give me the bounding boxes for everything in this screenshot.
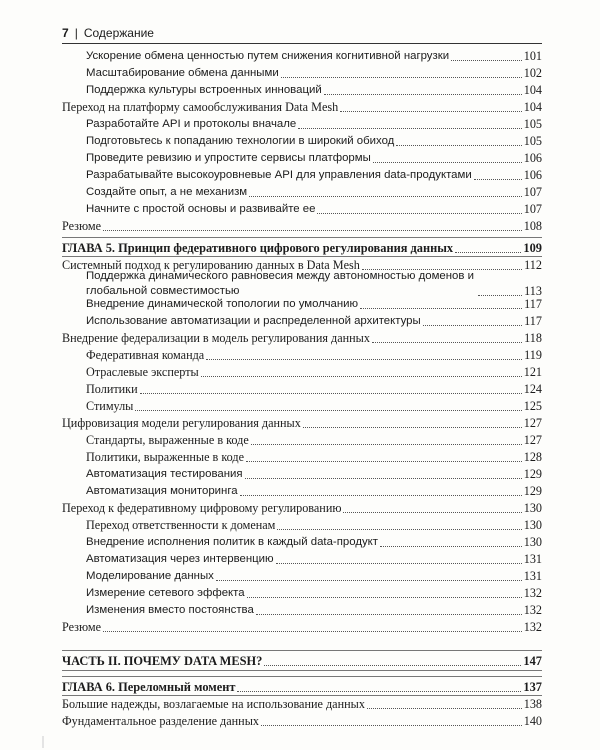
toc-page-number: 132 — [523, 603, 542, 617]
toc-page-number: 119 — [524, 348, 542, 362]
toc-page-number: 124 — [523, 382, 542, 396]
toc-page-number: 125 — [523, 399, 542, 413]
toc-entry[interactable]: Отраслевые эксперты 121 — [86, 365, 542, 379]
leader-dots — [380, 546, 522, 547]
toc-entry[interactable]: Моделирование данных 131 — [86, 569, 542, 583]
leader-dots — [367, 708, 522, 709]
toc-entry[interactable]: Внедрение исполнения политик в каждый data-продукт 130 — [86, 535, 542, 549]
leader-dots — [103, 631, 522, 632]
leader-dots — [298, 128, 521, 129]
toc-page-number: 107 — [523, 185, 542, 199]
toc-entry[interactable]: Автоматизация тестирования 129 — [86, 467, 542, 481]
toc-entry[interactable]: Внедрение динамической топологии по умолчанию 117 — [86, 297, 542, 311]
leader-dots — [201, 376, 522, 377]
toc-page-number: 127 — [523, 416, 542, 430]
toc-entry[interactable]: Стандарты, выраженные в коде 127 — [86, 433, 542, 447]
toc-page-number: 104 — [523, 83, 542, 97]
toc-page-number: 101 — [523, 49, 542, 63]
toc-entry[interactable]: Использование автоматизации и распределенной архитектуры 117 — [86, 314, 542, 328]
leader-dots — [237, 691, 521, 692]
toc-page-number: 106 — [523, 168, 542, 182]
leader-dots — [256, 614, 522, 615]
leader-dots — [264, 665, 521, 666]
toc-page-number: 127 — [523, 433, 542, 447]
toc-part-2[interactable]: ЧАСТЬ II. ПОЧЕМУ DATA MESH? 147 — [62, 654, 542, 668]
leader-dots — [246, 461, 522, 462]
leader-dots — [340, 111, 522, 112]
toc-page-number: 105 — [523, 134, 542, 148]
toc-entry[interactable]: Цифровизация модели регулирования данных 127 — [62, 416, 542, 430]
chapter-6-top-rule — [62, 676, 542, 677]
leader-dots — [276, 563, 522, 564]
toc-entry[interactable]: Резюме 132 — [62, 620, 542, 634]
leader-dots — [360, 308, 522, 309]
toc-entry[interactable]: Внедрение федерализации в модель регулирования данных 118 — [62, 331, 542, 345]
leader-dots — [372, 342, 522, 343]
toc-entry[interactable]: Переход ответственности к доменам 130 — [86, 518, 542, 532]
leader-dots — [135, 410, 521, 411]
leader-dots — [396, 145, 521, 146]
toc-page-number: 128 — [523, 450, 542, 464]
chapter-5-bottom-rule — [62, 256, 542, 257]
toc-entry[interactable]: Политики, выраженные в коде 128 — [86, 450, 542, 464]
toc-page-number: 105 — [523, 117, 542, 131]
leader-dots — [317, 213, 521, 214]
toc-entry[interactable]: Разработайте API и протоколы вначале 105 — [86, 117, 542, 131]
toc-page-number: 106 — [523, 151, 542, 165]
toc-page-number: 132 — [523, 620, 542, 634]
toc-page-number: 121 — [523, 365, 542, 379]
header-section-title: Содержание — [83, 26, 154, 40]
leader-dots — [247, 597, 522, 598]
toc-page-number: 130 — [523, 518, 542, 532]
leader-dots — [455, 252, 521, 253]
toc-entry[interactable]: Поддержка динамического равновесия между автономностью доменов и глобальной совместимостью 113 — [86, 270, 542, 298]
toc-entry[interactable]: Переход на платформу самообслуживания Data Mesh 104 — [62, 100, 542, 114]
scan-artifact — [42, 736, 44, 748]
part-2-top-rule — [62, 650, 542, 651]
leader-dots — [474, 179, 522, 180]
toc-page-number: 129 — [523, 467, 542, 481]
leader-dots — [303, 427, 522, 428]
toc-entry[interactable]: Начните с простой основы и развивайте ее 107 — [86, 202, 542, 216]
toc-entry[interactable]: Переход к федеративному цифровому регулированию 130 — [62, 501, 542, 515]
toc-page-number: 129 — [523, 484, 542, 498]
toc-page-number: 108 — [523, 219, 542, 233]
page-number: 7 — [62, 26, 69, 40]
toc-entry[interactable]: Разрабатывайте высокоуровневые API для управления data-продуктами 106 — [86, 168, 542, 182]
leader-dots — [281, 77, 522, 78]
header-separator: | — [74, 26, 78, 40]
leader-dots — [343, 512, 521, 513]
toc-entry[interactable]: Резюме 108 — [62, 219, 542, 233]
part-2-bottom-rule — [62, 670, 542, 671]
leader-dots — [251, 444, 522, 445]
toc-page-number: 117 — [524, 314, 542, 328]
header-rule — [62, 43, 542, 44]
toc-entry[interactable]: Измерение сетевого эффекта 132 — [86, 586, 542, 600]
toc-entry[interactable]: Автоматизация мониторинга 129 — [86, 484, 542, 498]
toc-page-number: 131 — [523, 552, 542, 566]
leader-dots — [103, 230, 522, 231]
running-header — [62, 25, 542, 41]
toc-entry[interactable]: Поддержка культуры встроенных инноваций 104 — [86, 83, 542, 97]
leader-dots — [140, 393, 522, 394]
toc-entry[interactable]: Масштабирование обмена данными 102 — [86, 66, 542, 80]
toc-page-number: 109 — [523, 241, 542, 255]
toc-page-number: 117 — [524, 297, 542, 311]
toc-entry[interactable]: Автоматизация через интервенцию 131 — [86, 552, 542, 566]
toc-entry[interactable]: Изменения вместо постоянства 132 — [86, 603, 542, 617]
leader-dots — [261, 725, 522, 726]
leader-dots — [277, 529, 521, 530]
leader-dots — [245, 478, 522, 479]
leader-dots — [478, 295, 522, 296]
toc-page-number: 112 — [524, 258, 542, 272]
leader-dots — [216, 580, 522, 581]
toc-entry[interactable]: Проведите ревизию и упростите сервисы платформы 106 — [86, 151, 542, 165]
toc-page-number: 107 — [523, 202, 542, 216]
toc-entry[interactable]: Большие надежды, возлагаемые на использование данных 138 — [62, 697, 542, 711]
leader-dots — [373, 162, 522, 163]
toc-entry[interactable]: Стимулы 125 — [86, 399, 542, 413]
toc-page-number: 140 — [523, 714, 542, 728]
toc-page-number: 131 — [523, 569, 542, 583]
toc-chapter-5[interactable]: ГЛАВА 5. Принцип федеративного цифрового регулирования данных 109 — [62, 241, 542, 255]
toc-entry[interactable]: Фундаментальное разделение данных 140 — [62, 714, 542, 728]
toc-page-number: 137 — [523, 680, 542, 694]
toc-chapter-6[interactable]: ГЛАВА 6. Переломный момент 137 — [62, 680, 542, 694]
chapter-6-bottom-rule — [62, 695, 542, 696]
leader-dots — [240, 495, 522, 496]
toc-page-number: 138 — [523, 697, 542, 711]
toc-page-number: 132 — [523, 586, 542, 600]
toc-page-number: 130 — [523, 501, 542, 515]
toc-entry[interactable]: Федеративная команда 119 — [86, 348, 542, 362]
toc-page-number: 113 — [524, 284, 542, 298]
leader-dots — [324, 94, 522, 95]
toc-page-number: 104 — [523, 100, 542, 114]
toc-entry[interactable]: Политики 124 — [86, 382, 542, 396]
leader-dots — [206, 359, 522, 360]
leader-dots — [451, 60, 522, 61]
toc-page-number: 130 — [523, 535, 542, 549]
toc-entry[interactable]: Системный подход к регулированию данных в Data Mesh 112 — [62, 258, 542, 272]
toc-entry[interactable]: Создайте опыт, а не механизм 107 — [86, 185, 542, 199]
leader-dots — [423, 325, 522, 326]
chapter-5-top-rule — [62, 237, 542, 238]
toc-entry[interactable]: Ускорение обмена ценностью путем снижения когнитивной нагрузки 101 — [86, 49, 542, 63]
toc-entry[interactable]: Подготовьтесь к попаданию технологии в широкий обиход 105 — [86, 134, 542, 148]
toc-page-number: 102 — [523, 66, 542, 80]
toc-page-number: 147 — [523, 654, 542, 668]
toc-page-number: 118 — [524, 331, 542, 345]
leader-dots — [249, 196, 522, 197]
